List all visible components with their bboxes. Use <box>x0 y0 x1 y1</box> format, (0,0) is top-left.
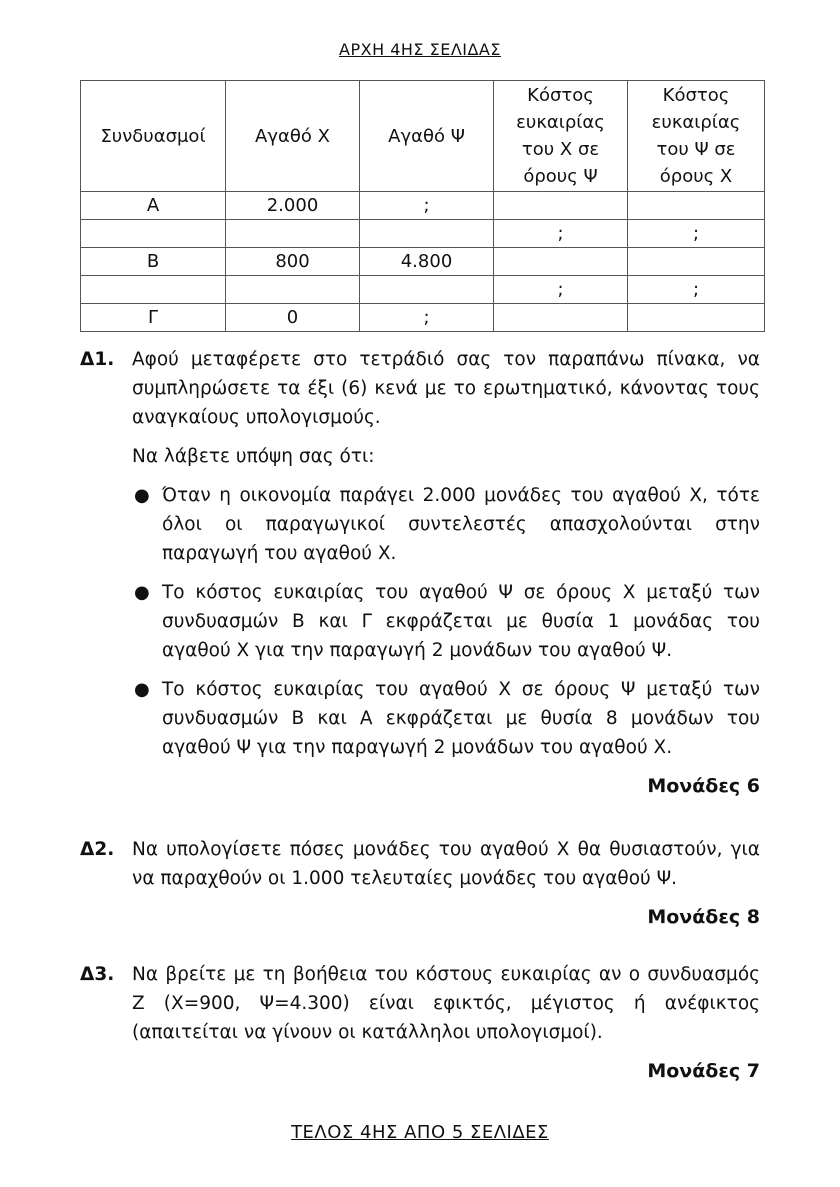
cell-oc-y <box>628 192 765 220</box>
cell-oc-x: ; <box>494 276 628 304</box>
question-number: Δ3. <box>80 964 115 985</box>
question-number: Δ2. <box>80 839 115 860</box>
production-possibilities-table <box>80 80 765 332</box>
cell-x: 0 <box>226 304 360 332</box>
header-good-y: Αγαθό Ψ <box>360 81 494 192</box>
cell-y <box>360 220 494 248</box>
page-header: ΑΡΧΗ 4ΗΣ ΣΕΛΙΔΑΣ <box>339 40 501 59</box>
cell-oc-y <box>628 304 765 332</box>
list-item: ● Όταν η οικονομία παράγει 2.000 μονάδες του αγαθού Χ, τότε όλοι οι παραγωγικοί συντελεστές απασχολούνται στην παραγωγή του αγαθού Χ. <box>132 481 760 568</box>
cell-combo <box>81 276 226 304</box>
cell-y <box>360 276 494 304</box>
cell-oc-x <box>494 304 628 332</box>
table-row <box>81 276 765 304</box>
list-item: ● Το κόστος ευκαιρίας του αγαθού Ψ σε όρους Χ μεταξύ των συνδυασμών Β και Γ εκφράζεται με θυσία 1 μονάδας του αγαθού Χ για την παραγωγή 2 μονάδων του αγαθού Ψ. <box>132 578 760 665</box>
cell-combo: Α <box>81 192 226 220</box>
cell-combo: Β <box>81 248 226 276</box>
table-row <box>81 304 765 332</box>
bullet-icon: ● <box>134 679 150 700</box>
cell-combo <box>81 220 226 248</box>
cell-combo: Γ <box>81 304 226 332</box>
bullet-icon: ● <box>134 485 150 506</box>
table-row <box>81 192 765 220</box>
header-combinations: Συνδυασμοί <box>81 81 226 192</box>
table-row <box>81 248 765 276</box>
question-text: Αφού μεταφέρετε στο τετράδιό σας τον παραπάνω πίνακα, να συμπληρώσετε τα έξι (6) κενά με το ερωτηματικό, κάνοντας τους αναγκαίους υπολογισμούς. <box>132 349 760 428</box>
cell-oc-y: ; <box>628 220 765 248</box>
question-note: Να λάβετε υπόψη σας ότι: <box>132 446 375 467</box>
cell-oc-x: ; <box>494 220 628 248</box>
cell-oc-y: ; <box>628 276 765 304</box>
header-oc-x-in-y: Κόστος ευκαιρίας του Χ σε όρους Ψ <box>494 81 628 192</box>
table-header-row <box>81 81 765 192</box>
marks-label: Μονάδες 7 <box>647 1060 760 1082</box>
question-d1 <box>80 345 760 801</box>
cell-x: 800 <box>226 248 360 276</box>
list-item: ● Το κόστος ευκαιρίας του αγαθού Χ σε όρους Ψ μεταξύ των συνδυασμών Β και Α εκφράζεται με θυσία 8 μονάδων του αγαθού Ψ για την παραγωγή 2 μονάδων του αγαθού Χ. <box>132 675 760 762</box>
question-d2 <box>80 835 760 932</box>
header-good-x: Αγαθό Χ <box>226 81 360 192</box>
page-footer: ΤΕΛΟΣ 4ΗΣ ΑΠΟ 5 ΣΕΛΙΔΕΣ <box>291 1122 549 1143</box>
cell-oc-x <box>494 192 628 220</box>
cell-oc-y <box>628 248 765 276</box>
cell-x <box>226 220 360 248</box>
cell-x: 2.000 <box>226 192 360 220</box>
cell-oc-x <box>494 248 628 276</box>
question-number: Δ1. <box>80 349 115 370</box>
cell-y: 4.800 <box>360 248 494 276</box>
table-row <box>81 220 765 248</box>
cell-y: ; <box>360 192 494 220</box>
marks-label: Μονάδες 6 <box>647 775 760 797</box>
question-text: Να υπολογίσετε πόσες μονάδες του αγαθού Χ θα θυσιαστούν, για να παραχθούν οι 1.000 τελευταίες μονάδες του αγαθού Ψ. <box>132 839 760 889</box>
marks-label: Μονάδες 8 <box>647 906 760 928</box>
cell-x <box>226 276 360 304</box>
condition-list <box>132 481 760 762</box>
cell-y: ; <box>360 304 494 332</box>
bullet-icon: ● <box>134 582 150 603</box>
question-d3 <box>80 960 760 1086</box>
header-oc-y-in-x: Κόστος ευκαιρίας του Ψ σε όρους Χ <box>628 81 765 192</box>
question-text: Να βρείτε με τη βοήθεια του κόστους ευκαιρίας αν ο συνδυασμός Ζ (Χ=900, Ψ=4.300) είναι εφικτός, μέγιστος ή ανέφικτος (απαιτείται να γίνουν οι κατάλληλοι υπολογισμοί). <box>132 964 760 1043</box>
